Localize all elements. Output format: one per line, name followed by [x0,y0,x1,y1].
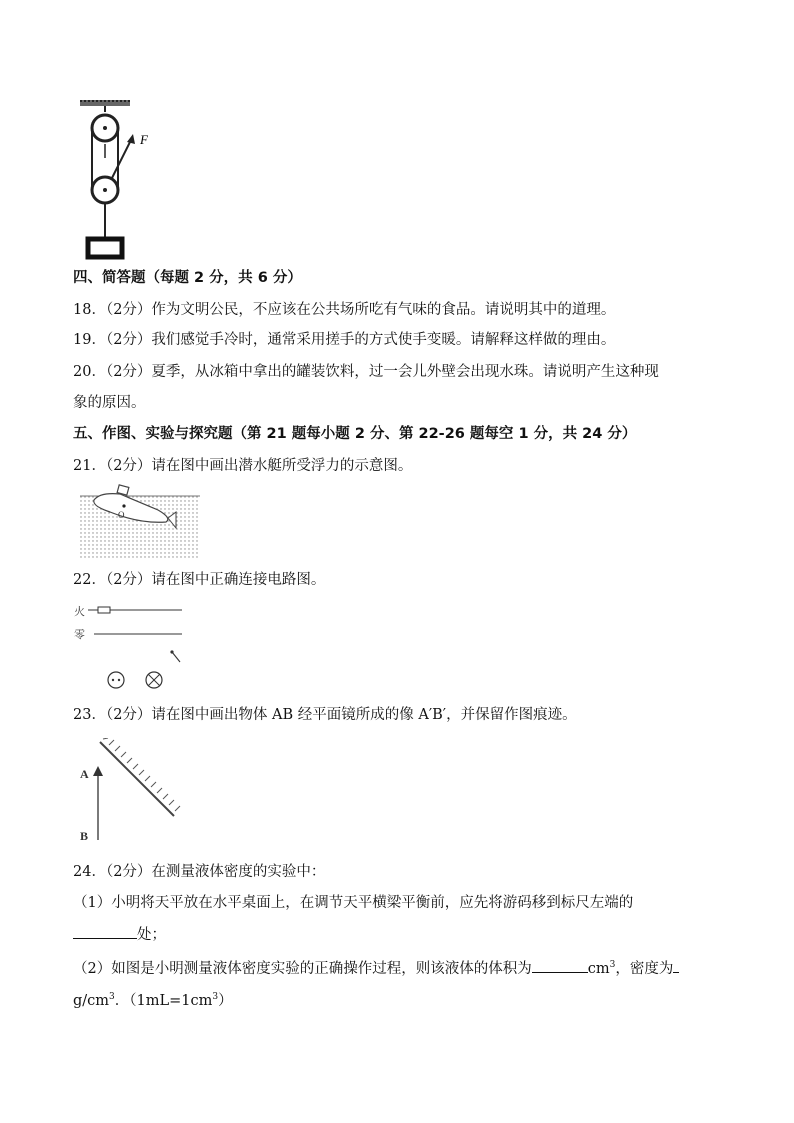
part-1-suffix: 处； [137,927,166,943]
live-wire-label: 火 [74,605,85,618]
question-20-line-2: 象的原因。 [73,395,146,411]
plane-mirror [100,738,180,816]
pulley-figure [78,98,168,260]
weight-block [88,239,122,257]
center-point-label: O [118,510,125,520]
submarine-figure [80,484,200,558]
superscript: 3 [212,992,219,1002]
superscript: 3 [609,960,616,970]
point-b-label: B [80,829,89,843]
point-a-label: A [80,767,89,781]
superscript: 3 [109,992,115,1002]
conversion-note-end: ） [218,992,233,1009]
question-18: 18．（2分）作为文明公民，不应该在公共场所吃有气味的食品。请说明其中的道理。 [73,302,616,318]
question-19: 19．（2分）我们感觉手冷时，通常采用搓手的方式使手变暖。请解释这样做的理由。 [73,332,616,348]
volume-unit: cm [587,960,610,977]
conversion-note: ．（1mL=1cm [114,992,213,1009]
circuit-figure [74,600,186,692]
force-label: F [140,132,148,147]
question-24-part-1-line-1: （1）小明将天平放在水平桌面上，在调节天平横梁平衡前，应先将游码移到标尺左端的 [73,895,634,911]
mirror-figure [76,738,186,844]
part-2-text: （2）如图是小明测量液体密度实验的正确操作过程，则该液体的体积为 [73,960,532,977]
section-5-heading: 五、作图、实验与探究题（第 21 题每小题 2 分、第 22-26 题每空 1 分，共 24 分） [73,426,637,442]
question-23: 23．（2分）请在图中画出物体 AB 经平面镜所成的像 A′B′，并保留作图痕迹。 [73,707,577,723]
fuse [98,607,110,613]
question-21: 21．（2分）请在图中画出潜水艇所受浮力的示意图。 [73,458,413,474]
question-24: 24．（2分）在测量液体密度的实验中： [73,864,326,880]
neutral-wire-label: 零 [74,628,85,641]
force-arrow [112,138,132,178]
question-24-part-2-line-2 [73,987,233,1011]
question-20-line-1: 20．（2分）夏季，从冰箱中拿出的罐装饮料，过一会儿外壁会出现水珠。请说明产生这种现 [73,364,659,380]
answer-blank-volume[interactable] [532,958,588,973]
answer-blank-density[interactable] [673,958,679,973]
answer-blank-1[interactable] [73,924,137,939]
density-unit: g/cm [73,992,110,1009]
density-text: ，密度为 [615,960,674,977]
object-ab-arrow [93,766,103,840]
question-22: 22．（2分）请在图中正确连接电路图。 [73,572,326,588]
section-4-heading: 四、简答题（每题 2 分，共 6 分） [73,270,302,286]
question-24-part-1-line-2 [73,924,166,945]
question-24-part-2-line-1 [73,955,679,979]
socket [108,672,124,688]
